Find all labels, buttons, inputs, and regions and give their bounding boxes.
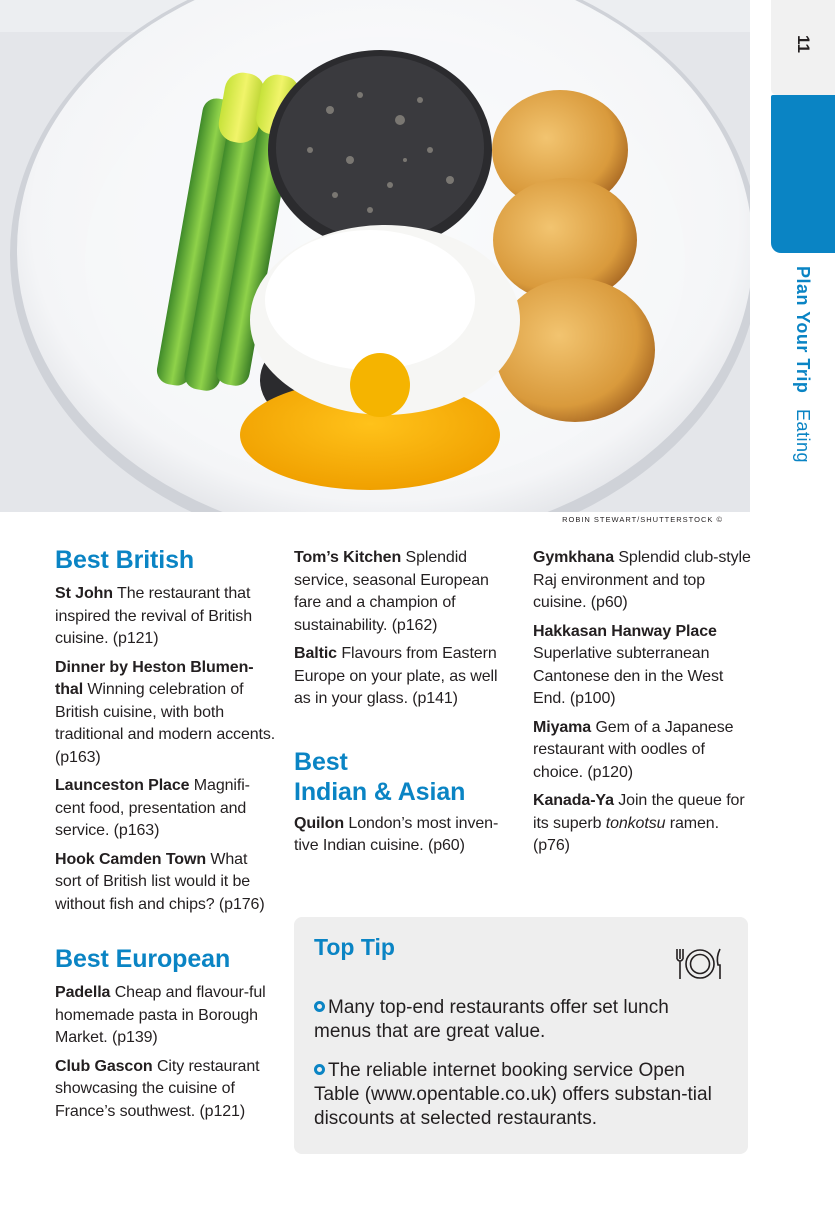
column-3 [533, 547, 755, 864]
side-section: Plan Your Trip [793, 266, 813, 394]
list-item [533, 717, 755, 785]
restaurant-name: Quilon [294, 814, 345, 832]
chapter-tab [771, 0, 835, 1205]
restaurant-name: Tom’s Kitchen [294, 549, 402, 566]
section-side-label [792, 266, 813, 463]
page-number: 11 [794, 35, 813, 53]
tip-text: The reliable internet booking service Open Table (www.opentable.co.uk) offers substan-tial discounts at selected restaurants. [314, 1060, 712, 1129]
bullet-circle-icon [314, 1001, 325, 1012]
column-1 [55, 545, 277, 1129]
restaurant-name: Hook Camden Town [55, 850, 206, 868]
restaurant-description: Join the queue for its superb [533, 792, 745, 832]
list-item [294, 813, 516, 858]
page-number-tab [771, 0, 835, 95]
side-subsection: Eating [793, 408, 813, 463]
top-tip-box [294, 917, 748, 1154]
best-european-heading: Best European [55, 945, 231, 973]
list-item [55, 1056, 277, 1124]
list-item [533, 547, 755, 615]
restaurant-description: The restaurant that inspired the revival of British cuisine. (p121) [55, 585, 252, 647]
restaurant-name: Hakkasan Hanway Place [533, 622, 717, 640]
best-asian-heading-line1: Best [294, 747, 348, 776]
top-tip-title: Top Tip [314, 934, 395, 960]
cutlery-plate-icon [674, 947, 726, 981]
restaurant-description: Splendid club-style Raj environment and top cuisine. (p60) [533, 549, 751, 611]
restaurant-description: What sort of British list would it be without fish and chips? (p176) [55, 850, 265, 913]
restaurant-description-tail: ramen. (p76) [533, 814, 719, 854]
restaurant-name: Club Gascon [55, 1057, 153, 1075]
restaurant-name: Padella [55, 984, 111, 1001]
list-item [55, 657, 277, 770]
restaurant-description: Flavours from Eastern Europe on your plate, as well as in your glass. (p141) [294, 645, 498, 707]
tip-item [314, 1059, 728, 1131]
restaurant-description: Superlative subterranean Cantonese den in the West End. (p100) [533, 645, 724, 707]
list-item [55, 775, 277, 843]
restaurant-description: Splendid service, seasonal European fare and a champion of sustainability. (p162) [294, 549, 489, 634]
restaurant-name: Gymkhana [533, 549, 615, 566]
restaurant-description: Gem of a Japanese restaurant with oodles of choice. (p120) [533, 718, 734, 781]
restaurant-description: Cheap and flavour-ful homemade pasta in Borough Market. (p139) [55, 984, 266, 1046]
restaurant-name: Kanada-Ya [533, 792, 614, 809]
hero-photo [0, 0, 750, 512]
list-item [55, 849, 277, 917]
breakfast-plate-image [0, 0, 750, 512]
restaurant-description: City restaurant showcasing the cuisine of France’s southwest. (p121) [55, 1057, 260, 1120]
list-item [533, 621, 755, 711]
list-item [533, 790, 755, 858]
top-tip-list [314, 996, 728, 1131]
list-item [294, 547, 516, 637]
chapter-tab-marker [771, 95, 835, 253]
best-asian-heading-line2: Indian & Asian [294, 777, 466, 806]
list-item [55, 583, 277, 651]
restaurant-name: Miyama [533, 718, 592, 736]
list-item [55, 982, 277, 1050]
restaurant-description: Magnifi-cent food, presentation and service. (p163) [55, 777, 250, 839]
tip-text: Many top-end restaurants offer set lunch menus that are great value. [314, 997, 669, 1042]
restaurant-name: St John [55, 585, 113, 602]
best-asian-heading [294, 747, 516, 807]
bullet-circle-icon [314, 1064, 325, 1075]
restaurant-description: London’s most inven-tive Indian cuisine. (p60) [294, 814, 499, 854]
column-2 [294, 547, 516, 864]
photo-credit: ROBIN STEWART/SHUTTERSTOCK © [562, 515, 723, 524]
tip-item [314, 996, 728, 1044]
restaurant-name: Dinner by Heston Blumen-thal [55, 658, 254, 698]
restaurant-name: Launceston Place [55, 777, 190, 794]
restaurant-description-italic: tonkotsu [605, 814, 666, 832]
list-item [294, 643, 516, 711]
best-british-heading: Best British [55, 546, 195, 574]
restaurant-name: Baltic [294, 645, 337, 662]
restaurant-description: Winning celebration of British cuisine, with both traditional and modern accents. (p163) [55, 681, 276, 766]
